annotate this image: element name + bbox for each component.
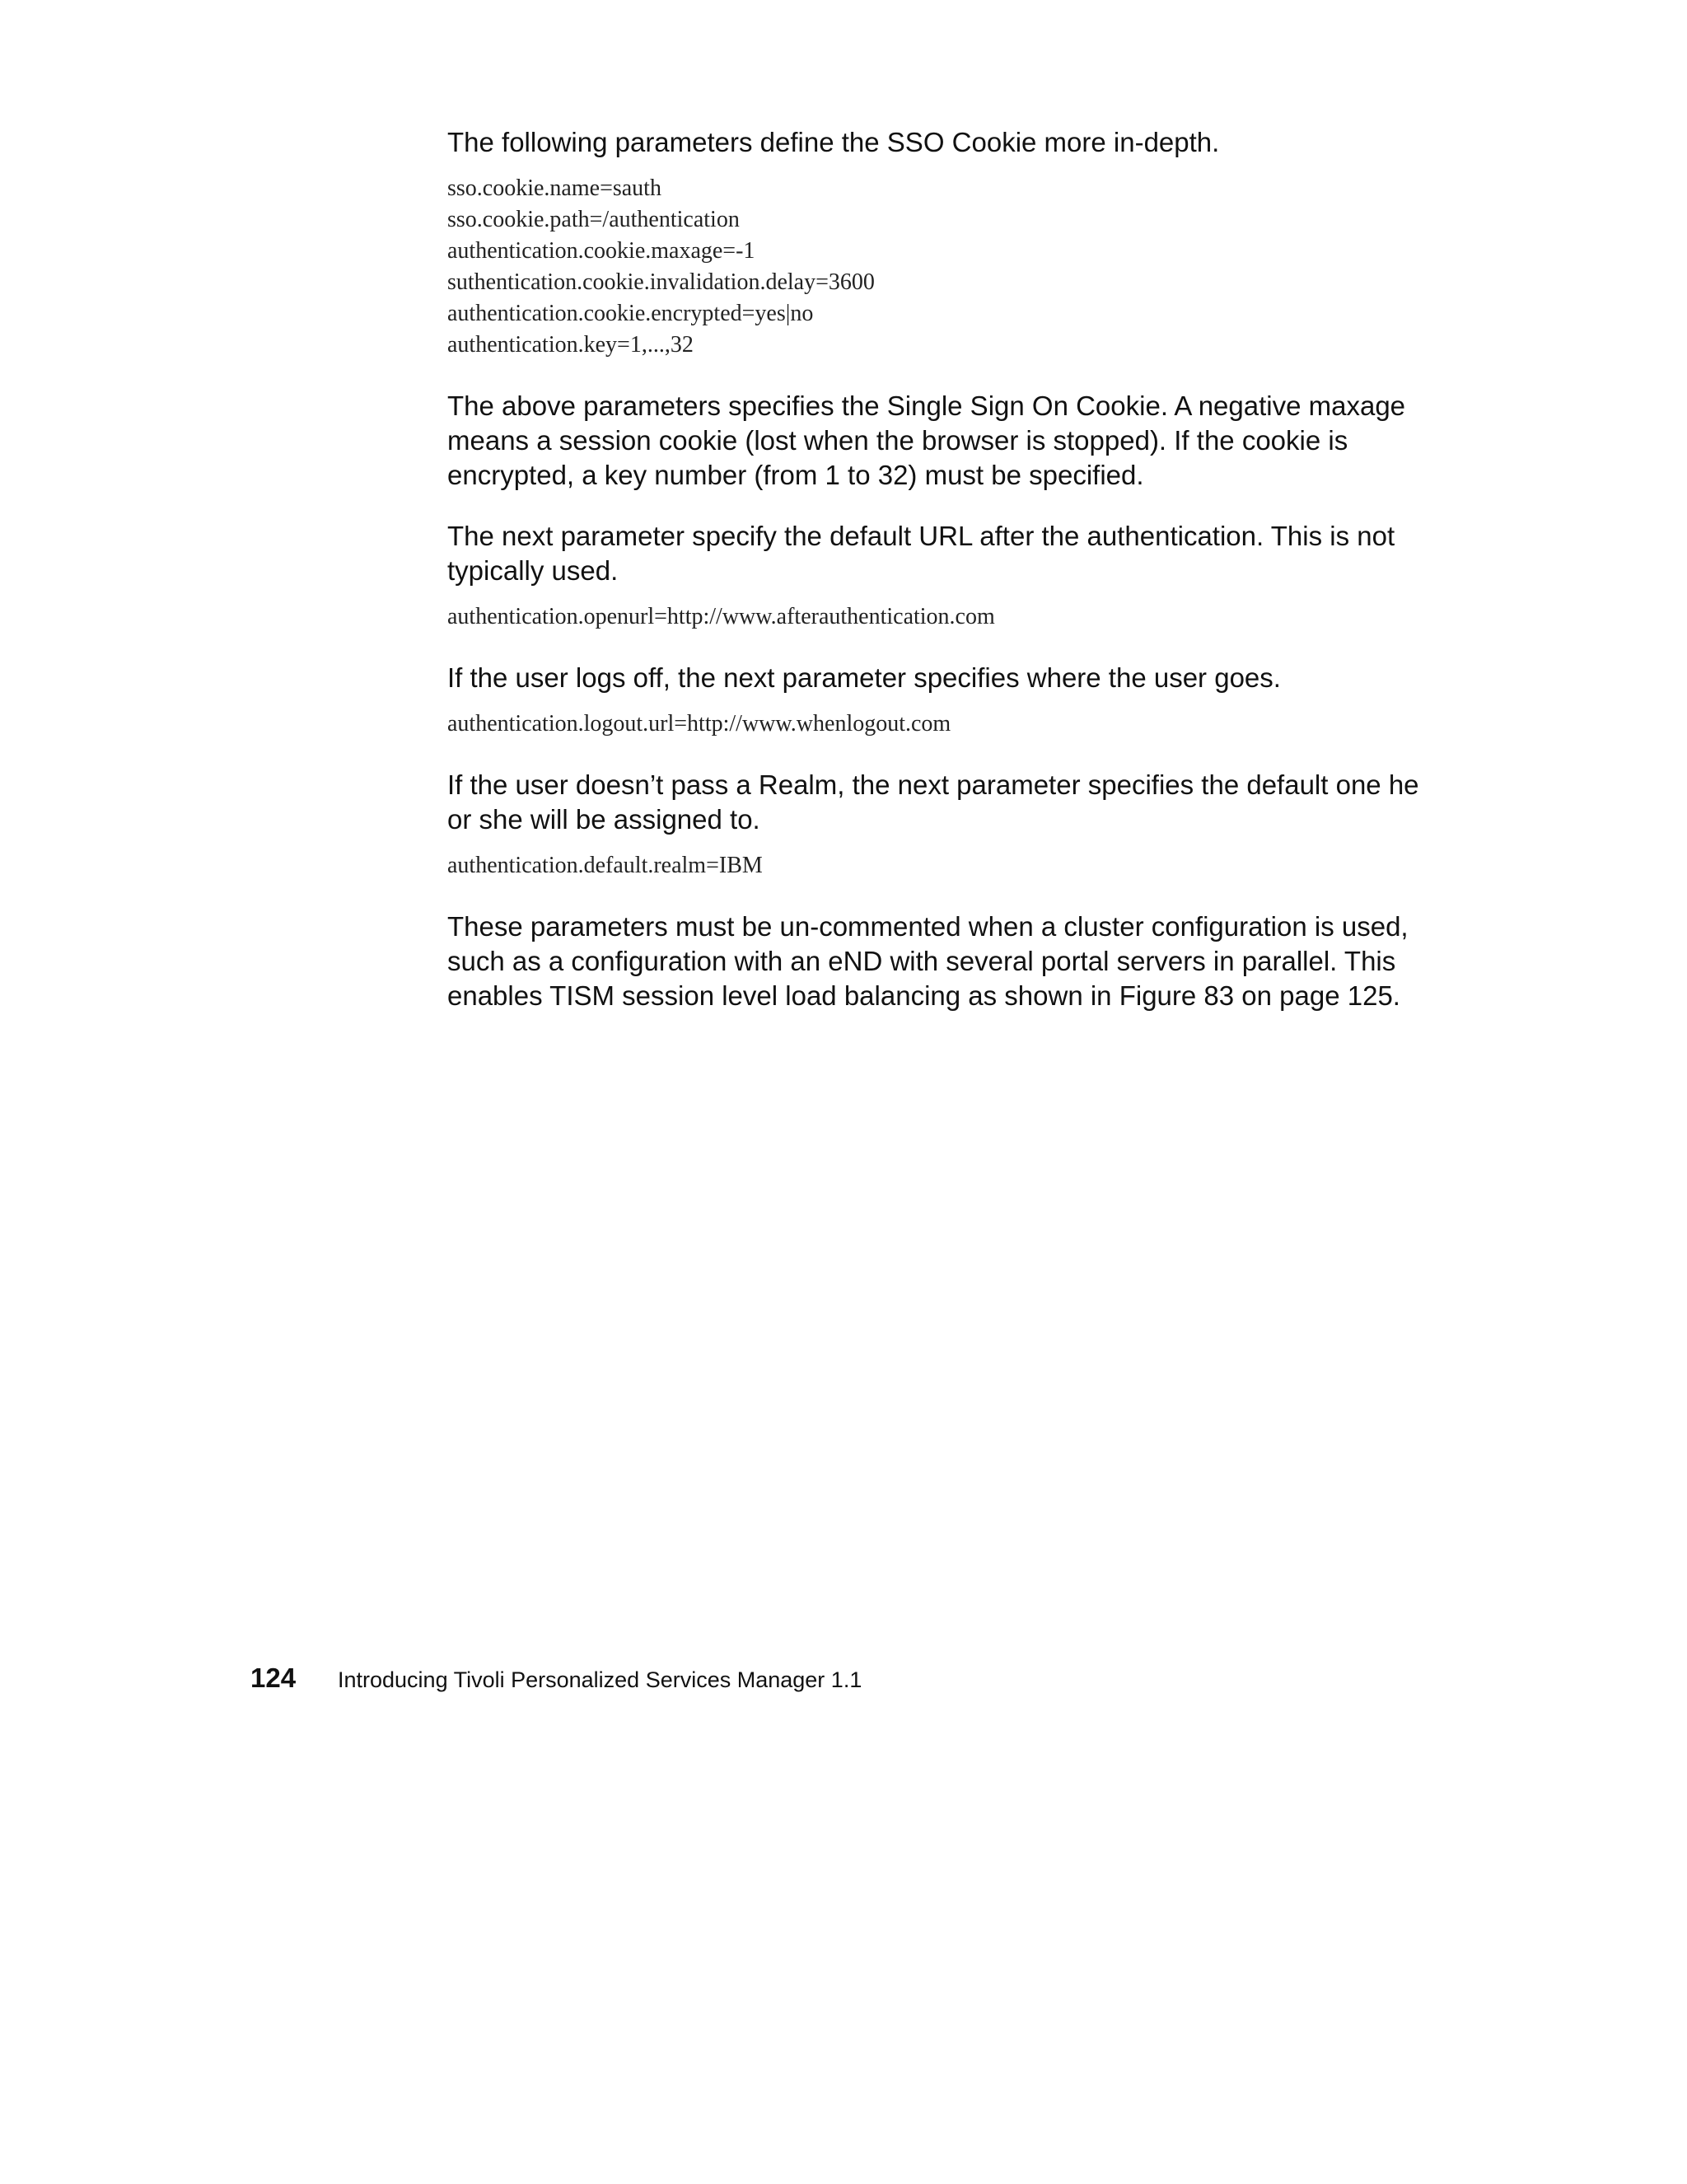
openurl-intro-paragraph: The next parameter specify the default URL after the authentication. This is not typically used. [447,521,1395,586]
code-line: authentication.cookie.encrypted=yes|no [447,301,814,326]
realm-intro-paragraph: If the user doesn’t pass a Realm, the next parameter specifies the default one he or she will be assigned to. [447,769,1419,835]
sso-explanation-paragraph: The above parameters specifies the Single Sign On Cookie. A negative maxage means a session cookie (lost when the browser is stopped). If the cookie is encrypted, a key number (from 1 to 32) must be specified. [447,391,1406,490]
book-title: Introducing Tivoli Personalized Services Manager 1.1 [338,1667,862,1692]
realm-code-line: authentication.default.realm=IBM [447,853,763,878]
cluster-note-paragraph: These parameters must be un-commented when a cluster configuration is used, such as a configuration with an eND with several portal servers in parallel. This enables TISM session level load balancing as shown in Figure 83 on page 125. [447,911,1409,1011]
page-content [447,125,1419,1013]
logout-code-line: authentication.logout.url=http://www.whenlogout.com [447,711,951,737]
sso-code-block [447,173,1419,361]
code-line: authentication.key=1,...,32 [447,332,694,358]
page-number: 124 [250,1663,297,1693]
logout-intro-paragraph: If the user logs off, the next parameter specifies where the user goes. [447,662,1281,693]
openurl-code-line: authentication.openurl=http://www.afterauthentication.com [447,604,995,629]
code-line: suthentication.cookie.invalidation.delay=3600 [447,269,875,295]
page-footer [250,1663,862,1694]
code-line: sso.cookie.path=/authentication [447,207,740,232]
code-line: authentication.cookie.maxage=-1 [447,238,755,264]
intro-paragraph: The following parameters define the SSO Cookie more in-depth. [447,127,1220,157]
code-line: sso.cookie.name=sauth [447,175,661,201]
